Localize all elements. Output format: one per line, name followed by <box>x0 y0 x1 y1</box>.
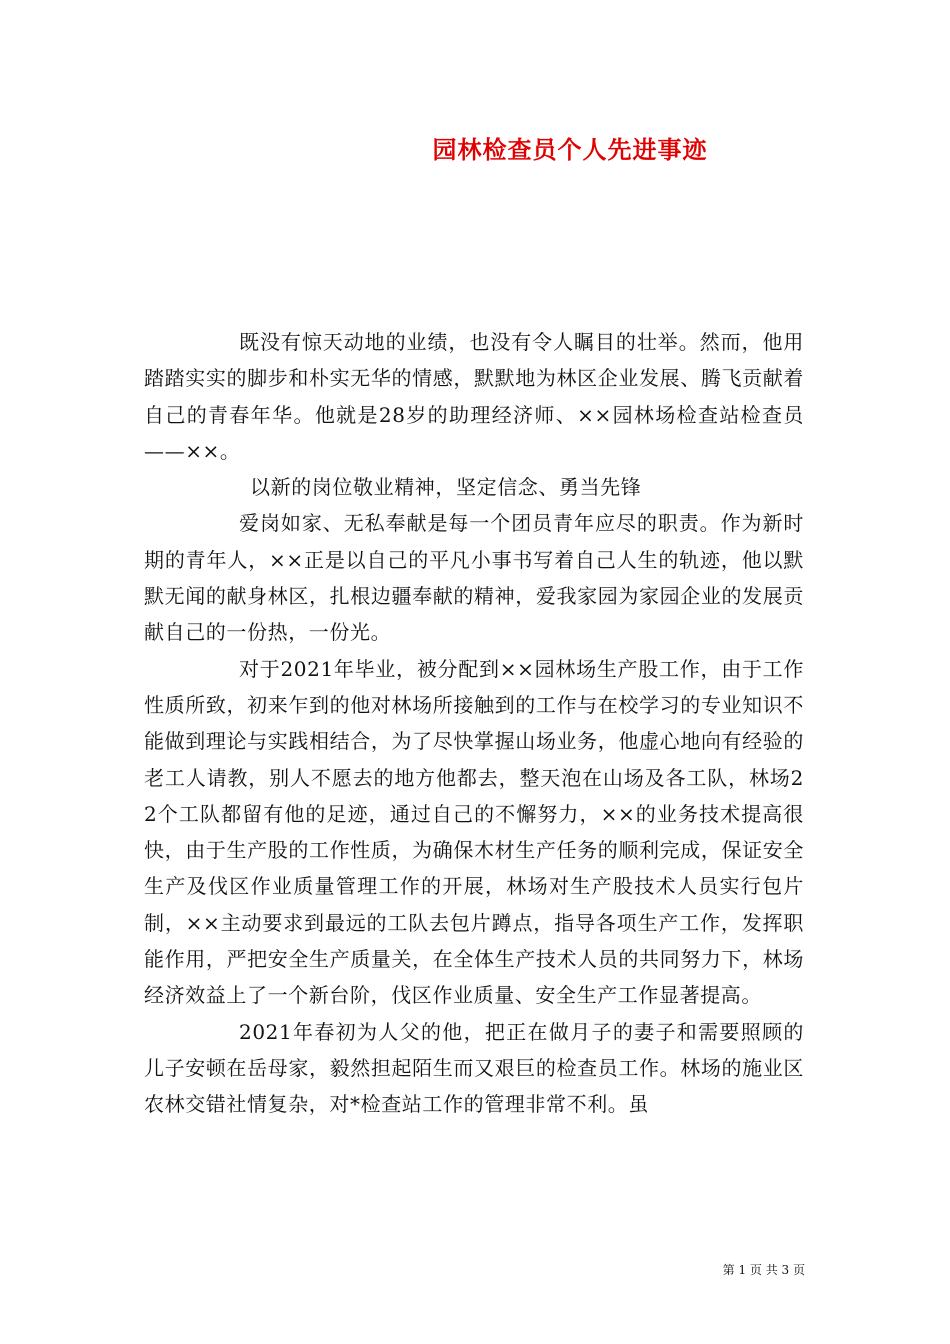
section-heading: 以新的岗位敬业精神，坚定信念、勇当先锋 <box>250 475 642 500</box>
paragraph-inspector: 2021年春初为人父的他，把正在做月子的妻子和需要照顾的儿子安顿在岳母家，毅然担起陌生而又艰巨的检查员工作。林场的施业区农林交错社情复杂，对*检查站工作的管理非常不利。虽 <box>144 1019 804 1117</box>
paragraph-work-history: 对于2021年毕业，被分配到××园林场生产股工作，由于工作性质所致，初来乍到的他对林场所接触到的工作与在校学习的专业知识不能做到理论与实践相结合，为了尽快掌握山场业务，他虚心地向有经验的老工人请教，别人不愿去的地方他都去，整天泡在山场及各工队，林场22个工队都留有他的足迹，通过自己的不懈努力，××的业务技术提高很快，由于生产股的工作性质，为确保木材生产任务的顺利完成，保证安全生产及伐区作业质量管理工作的开展，林场对生产股技术人员实行包片制，××主动要求到最远的工队去包片蹲点，指导各项生产工作，发挥职能作用，严把安全生产质量关，在全体生产技术人员的共同努力下，林场经济效益上了一个新台阶，伐区作业质量、安全生产工作显著提高。 <box>144 656 804 1008</box>
document-body <box>144 324 804 1123</box>
paragraph-intro: 既没有惊天动地的业绩，也没有令人瞩目的壮举。然而，他用踏踏实实的脚步和朴实无华的情感，默默地为林区企业发展、腾飞贡献着自己的青春年华。他就是28岁的助理经济师、××园林场检查站检查员——××。 <box>144 330 804 463</box>
paragraph-dedication: 爱岗如家、无私奉献是每一个团员青年应尽的职责。作为新时期的青年人，××正是以自己的平凡小事书写着自己人生的轨迹，他以默默无闻的献身林区，扎根边疆奉献的精神，爱我家园为家园企业的发展贡献自己的一份热，一份光。 <box>144 511 804 645</box>
page-number-footer: 第 1 页 共 3 页 <box>722 1263 805 1277</box>
document-title: 园林检查员个人先进事迹 <box>432 135 708 164</box>
